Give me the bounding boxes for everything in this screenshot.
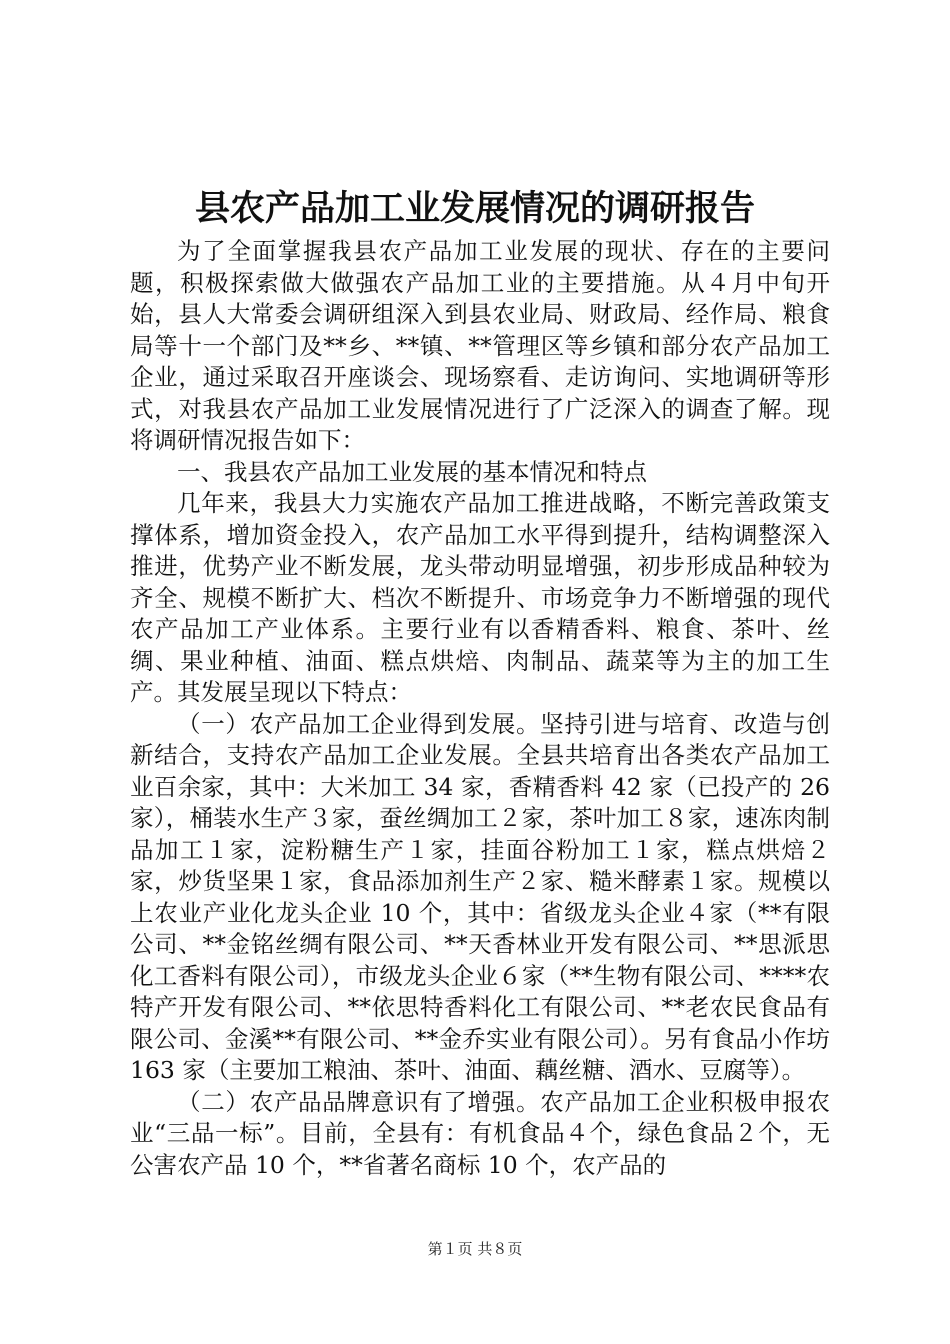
brand-paragraph: （二）农产品品牌意识有了增强。农产品加工企业积极申报农业“三品一标”。目前，全县有：有机食品４个，绿色食品２个，无公害农产品 10 个，**省著名商标 10 个，农产品的 <box>130 1087 830 1179</box>
enterprises-paragraph: （一）农产品加工企业得到发展。坚持引进与培育、改造与创新结合，支持农产品加工企业发展。全县共培育出各类农产品加工业百余家，其中：大米加工 34 家，香精香料 42 家（已投产的 26 家），桶装水生产３家，蚕丝绸加工２家，茶叶加工８家，速冻肉制品加工１家，淀粉糖生产１家，挂面谷粉加工１家，糕点烘焙２家，炒货坚果１家，食品添加剂生产２家、糙米酵素１家。规模以上农业产业化龙头企业 10 个，其中：省级龙头企业４家（**有限公司、**金铭丝绸有限公司、**天香林业开发有限公司、**思派思化工香料有限公司），市级龙头企业６家（**生物有限公司、****农特产开发有限公司、**依思特香料化工有限公司、**老农民食品有限公司、金溪**有限公司、**金乔实业有限公司）。另有食品小作坊 163 家（主要加工粮油、茶叶、油面、藕丝糖、酒水、豆腐等）。 <box>130 709 830 1084</box>
document-body <box>130 236 830 1181</box>
overview-paragraph: 几年来，我县大力实施农产品加工推进战略，不断完善政策支撑体系，增加资金投入，农产品加工水平得到提升，结构调整深入推进，优势产业不断发展，龙头带动明显增强，初步形成品种较为齐全、规模不断扩大、档次不断提升、市场竞争力不断增强的现代农产品加工产业体系。主要行业有以香精香料、粮食、茶叶、丝绸、果业种植、油面、糕点烘焙、肉制品、蔬菜等为主的加工生产。其发展呈现以下特点： <box>130 489 830 706</box>
document-title: 县农产品加工业发展情况的调研报告 <box>194 188 755 229</box>
page-number-footer: 第１页 共８页 <box>427 1240 523 1258</box>
section-heading: 一、我县农产品加工业发展的基本情况和特点 <box>177 457 647 486</box>
intro-paragraph: 为了全面掌握我县农产品加工业发展的现状、存在的主要问题，积极探索做大做强农产品加工业的主要措施。从４月中旬开始，县人大常委会调研组深入到县农业局、财政局、经作局、粮食局等十一个部门及**乡、**镇、**管理区等乡镇和部分农产品加工企业，通过采取召开座谈会、现场察看、走访询问、实地调研等形式，对我县农产品加工业发展情况进行了广泛深入的调查了解。现将调研情况报告如下： <box>130 237 830 454</box>
